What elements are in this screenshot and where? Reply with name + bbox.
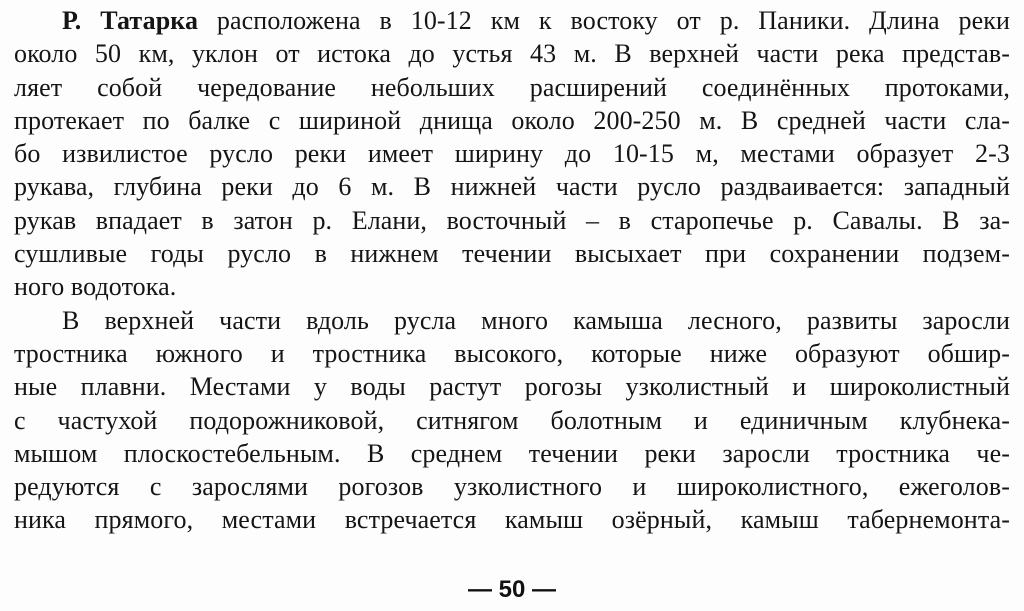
paragraph-1-line-1 xyxy=(14,4,1010,37)
paragraph-1-line-7: рукав впадает в затон р. Елани, восточный – в старопечье р. Савалы. В за- xyxy=(14,205,1010,235)
body-text xyxy=(14,4,1010,537)
paragraph-1-line-4: протекает по балке с шириной днища около 200-250 м. В средней части сла- xyxy=(14,105,1010,135)
paragraph-1-line-1-text: расположена в 10-12 км к востоку от р. Паники. Длина реки xyxy=(198,6,1010,35)
paragraph-2-line-4: с частухой подорожниковой, ситнягом болотным и единичным клубнека- xyxy=(14,405,1010,435)
paragraph-2-line-2: тростника южного и тростника высокого, которые ниже образуют обшир- xyxy=(14,338,1010,368)
paragraph-2-line-3: ные плавни. Местами у воды растут рогозы узколистный и широколистный xyxy=(14,372,1010,402)
river-heading: Р. Татарка xyxy=(62,6,199,35)
paragraph-1-line-6: рукава, глубина реки до 6 м. В нижней части русло раздваивается: западный xyxy=(14,172,1010,202)
paragraph-1-line-3: ляет собой чередование небольших расширений соединённых протоками, xyxy=(14,72,1010,102)
paragraph-2-line-7: ника прямого, местами встречается камыш озёрный, камыш табернемонта- xyxy=(14,505,1010,535)
paragraph-2-line-6: редуются с зарослями рогозов узколистного и широколистного, ежеголов- xyxy=(14,472,1010,502)
page-number: — 50 — xyxy=(467,576,557,603)
paragraph-2-line-5: мышом плоскостебельным. В среднем течении реки заросли тростника че- xyxy=(14,438,1010,468)
paragraph-1-line-9: ного водотока. xyxy=(14,272,177,302)
paragraph-1-line-2: около 50 км, уклон от истока до устья 43 м. В верхней части река представ- xyxy=(14,39,1010,69)
paragraph-1-line-8: сушливые годы русло в нижнем течении высыхает при сохранении подзем- xyxy=(14,239,1010,269)
paragraph-2-line-1: В верхней части вдоль русла много камыша лесного, развиты заросли xyxy=(62,305,1010,335)
paragraph-1-line-5: бо извилистое русло реки имеет ширину до 10-15 м, местами образует 2-3 xyxy=(14,139,1010,169)
